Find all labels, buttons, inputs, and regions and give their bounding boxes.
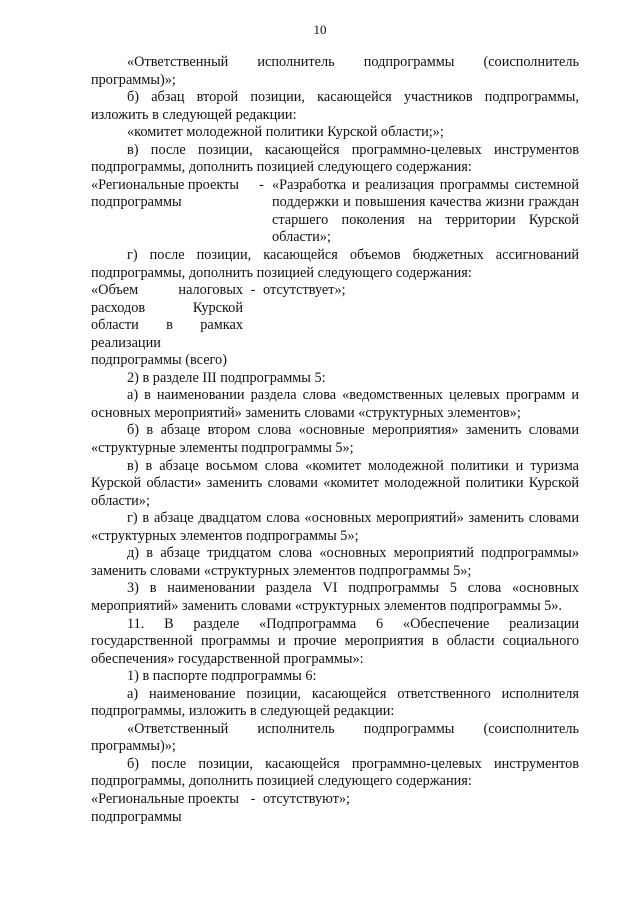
paragraph-a-responsible-position: а) наименование позиции, касающейся ответственного исполнителя подпрограммы, изложить в следующей редакции: xyxy=(91,685,579,720)
document-body xyxy=(91,54,579,826)
paragraph-b-addition-2: б) после позиции, касающейся программно-целевых инструментов подпрограммы, дополнить позицией следующего содержания: xyxy=(91,755,579,790)
paragraph-youth-committee: «комитет молодежной политики Курской области;»; xyxy=(127,124,444,141)
paragraph-v-addition: в) после позиции, касающейся программно-целевых инструментов подпрограммы, дополнить позицией следующего содержания: xyxy=(91,141,579,176)
tax-expenses-value: отсутствует»; xyxy=(263,282,346,299)
regional-projects-row xyxy=(91,177,579,247)
paragraph-g-twentieth-abzac: г) в абзаце двадцатом слова «основных мероприятий» заменить словами «структурных элементов подпрограммы 5»; xyxy=(91,510,579,544)
regional-projects-label-2: «Региональные проекты подпрограммы xyxy=(91,790,239,825)
paragraph-section-vi: 3) в наименовании раздела VI подпрограммы 5 слова «основных мероприятий» заменить словами «структурных элементов подпрограммы 5». xyxy=(91,580,579,614)
dash: - xyxy=(259,176,264,193)
regional-projects-row-2 xyxy=(91,791,579,826)
paragraph-v-eighth-abzac: в) в абзаце восьмом слова «комитет молодежной политики и туризма Курской области» заменить словами «комитет молодежной политики Курской области»; xyxy=(91,457,579,509)
paragraph-d-thirtieth-abzac: д) в абзаце тридцатом слова «основных мероприятий подпрограммы» заменить словами «структурных элементов подпрограммы 5»; xyxy=(91,545,579,579)
regional-projects-value: «Разработка и реализация программы системной поддержки и повышения качества жизни граждан старшего поколения на территории Курской области»; xyxy=(272,176,579,246)
paragraph-b-participants: б) абзац второй позиции, касающейся участников подпрограммы, изложить в следующей редакции: xyxy=(91,89,579,123)
page-number: 10 xyxy=(313,22,327,37)
tax-expenses-label: «Объем налоговых расходов Курской области в рамках реализации подпрограммы (всего) xyxy=(91,282,243,369)
paragraph-b-second-abzac: б) в абзаце втором слова «основные мероприятия» заменить словами «структурные элементы подпрограммы 5»; xyxy=(91,422,579,457)
paragraph-responsible-executor: «Ответственный исполнитель подпрограммы (соисполнитель программы)»; xyxy=(91,54,579,88)
regional-projects-value-2: отсутствуют»; xyxy=(263,790,350,807)
dash: - xyxy=(250,282,256,299)
tax-expenses-row xyxy=(91,282,579,370)
paragraph-11-subprogram-6: 11. В разделе «Подпрограмма 6 «Обеспечение реализации государственной программы и прочие мероприятия в области социального обеспечения» государственной программы»: xyxy=(91,615,579,667)
paragraph-passport-6: 1) в паспорте подпрограммы 6: xyxy=(127,668,317,685)
paragraph-responsible-executor-2: «Ответственный исполнитель подпрограммы (соисполнитель программы)»; xyxy=(91,720,579,755)
paragraph-a-section-name: а) в наименовании раздела слова «ведомственных целевых программ и основных мероприятий» заменить словами «структурных элементов»; xyxy=(91,387,579,421)
regional-projects-label: «Региональные проекты подпрограммы xyxy=(91,176,239,211)
dash: - xyxy=(250,790,256,807)
paragraph-section-iii: 2) в разделе III подпрограммы 5: xyxy=(127,369,326,386)
paragraph-g-budget: г) после позиции, касающейся объемов бюджетных ассигнований подпрограммы, дополнить позицией следующего содержания: xyxy=(91,247,579,281)
